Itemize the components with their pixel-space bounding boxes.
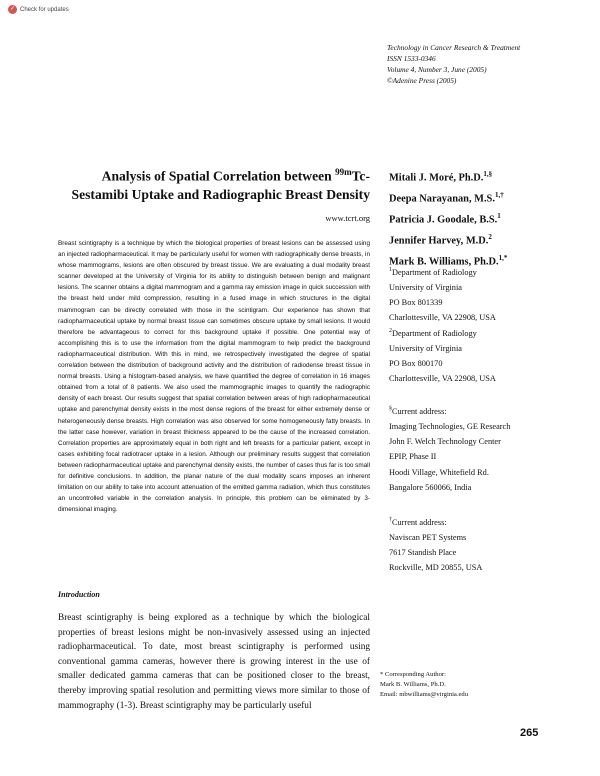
- author: Jennifer Harvey, M.D.$^2$: [389, 232, 492, 247]
- journal-volume: Volume 4, Number 3, June (2005): [387, 65, 487, 74]
- corresponding-author: [380, 670, 468, 701]
- check-updates-icon: ✓: [9, 6, 16, 12]
- author: Patricia J. Goodale, B.S.$^1$: [389, 211, 501, 226]
- page-number: 265: [520, 727, 539, 739]
- author: Mark B. Williams, Ph.D.$^{1,*}$: [389, 253, 508, 268]
- badge-label: Check for updates: [20, 6, 69, 13]
- journal-copyright: ©Adenine Press (2005): [387, 76, 457, 85]
- title-part2: Tc-: [351, 168, 370, 184]
- correspondence-label: * Corresponding Author:: [380, 671, 446, 678]
- correspondence-email[interactable]: Email: mbwilliams@virginia.edu: [380, 691, 468, 699]
- author-list: [389, 166, 507, 271]
- introduction-heading: Introduction: [58, 590, 100, 599]
- article-title: [50, 163, 370, 204]
- correspondence-name: Mark B. Williams, Ph.D.: [380, 681, 446, 689]
- check-for-updates-badge[interactable]: [8, 5, 69, 14]
- journal-name: Technology in Cancer Research & Treatment: [387, 43, 521, 52]
- abstract: Breast scintigraphy is a technique by which the biological properties of breast lesions can be assessed using an injected radiopharmaceutical. It may be particularly useful for women with radiographically dense breasts, in whose mammograms, lesions are often obscured by breast tissue. We are evaluating a dual modality breast scanner developed at the University of Virginia for its ability to distinguish between benign and malignant lesions. The scanner obtains a digital mammogram and a gamma ray emission image in quick succession with the breast held under mild compression, resulting in a fused image in which structures in the digital mammogram can be directly correlated with those in the scintigram. Our experience has shown that radiopharmaceutical uptake by normal breast tissue can sometimes obscure uptake by small lesions. It would therefore be advantageous to correct for this background uptake if possible. One potential way of accomplishing this is to use the information from the digital mammogram to help predict the background radiopharmaceutical distribution. With this in mind, we retrospectively investigated the degree of spatial correlation between the distribution of background activity and the distribution of radiodense breast tissue in normal breasts. Using a histogram-based analysis, we have quantified the degree of correlation in 16 images obtained from a total of 8 patients. We also used the mammographic images to quantify the radiographic density of each breast. Our results suggest that spatial correlation between areas of high radiopharmaceutical uptake and parenchymal density exists in the most dense regions of the breast for either extremely dense or heterogeneously dense breasts. High correlation was also observed for some homogeneously fatty breasts. In the latter case however, variation in breast thickness appeared to be the cause of the increased correlation. Correlation properties are approximately equal in both right and left breasts for a particular patient, except in cases exhibiting focal radiotracer uptake in a lesion. Although our preliminary results suggest that correlation between radiopharmaceutical uptake and parenchymal density exists, the number of cases thus far is too small for definitive conclusions. In addition, the planar nature of the dual modality scans imposes an inherent limitation on our ability to take into account attenuation of the emitted gamma radiation, which thus constitutes an uncontrolled variable in the correlation analysis. In principle, this problem can be eliminated by 3-dimensional imaging.: [58, 240, 370, 514]
- author: Mitali J. Moré, Ph.D.$^{1,\S}$: [389, 170, 493, 184]
- affiliation-1: $^1$Department of Radiology University of Virginia PO Box 801339 Charlottesville, VA 22908, USA: [389, 267, 496, 323]
- title-line2: Sestamibi Uptake and Radiographic Breast Density: [71, 186, 370, 202]
- current-address-1: §Current address: Imaging Technologies, GE Research John F. Welch Technology Center EPIP, Phase II Hoodi Village, Whitefield Rd. Bangalore 560066, India: [389, 406, 511, 492]
- introduction-text: Breast scintigraphy is being explored as a technique by which the biological properties of breast lesions might be non-invasively assessed using an injected radiopharmaceutical. To date, most breast scintigraphy is performed using conventional gamma cameras, however there is growing interest in the use of smaller dedicated gamma cameras that can be positioned closer to the breast, thereby improving spatial resolution and permitting views more similar to those of mammography (1-3). Breast scintigraphy may be particularly useful: [58, 613, 370, 711]
- author: Deepa Narayanan, M.S.$^{1,\dagger}$: [389, 190, 504, 205]
- title-sup: 99m: [335, 167, 352, 177]
- current-address-2: †Current address: Naviscan PET Systems 7617 Standish Place Rockville, MD 20855, USA: [389, 517, 483, 573]
- journal-info: [387, 42, 587, 86]
- title-part1: Analysis of Spatial Correlation between: [101, 168, 336, 184]
- affiliation-2: $^2$Department of Radiology University of Virginia PO Box 800170 Charlottesville, VA 22908, USA: [389, 328, 496, 384]
- journal-issn: ISSN 1533-0346: [387, 54, 436, 63]
- journal-url[interactable]: www.tcrt.org: [325, 213, 370, 223]
